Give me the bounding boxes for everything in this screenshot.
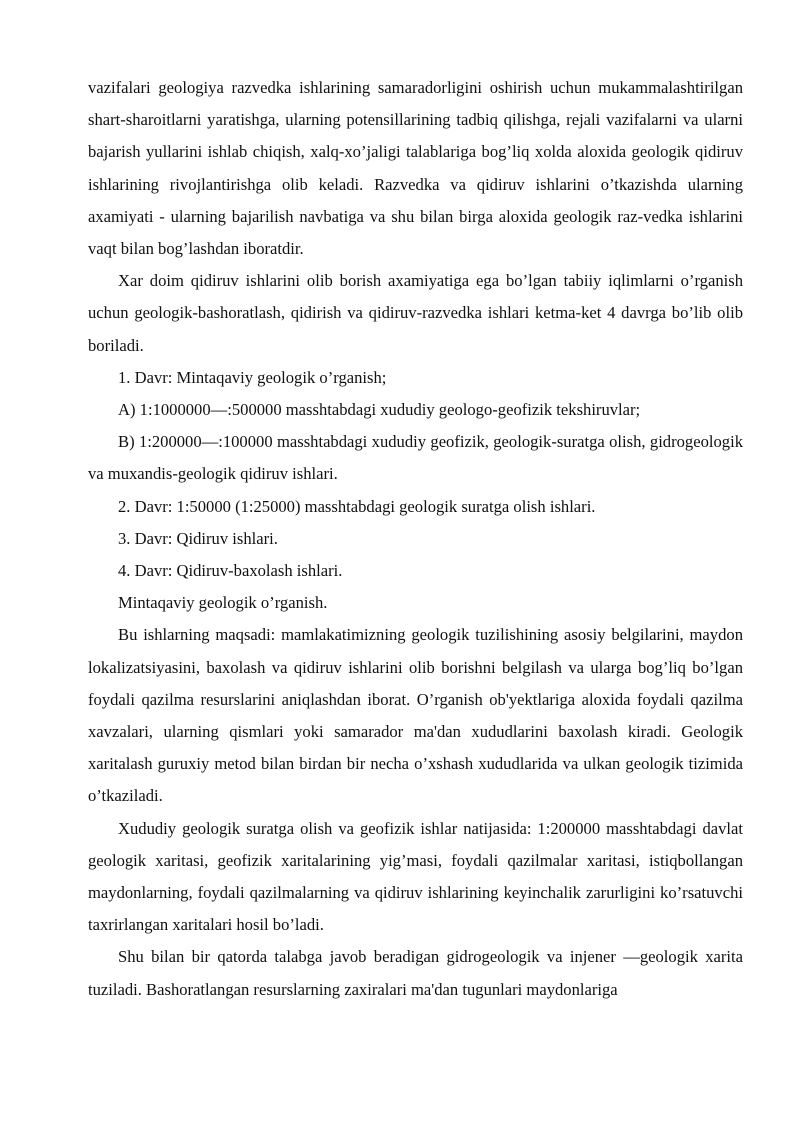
paragraph-purpose: Bu ishlarning maqsadi: mamlakatimizning geologik tuzilishining asosiy belgilarini, maydon lokalizatsiyasini, baxolash va qidiruv ishlarini olib borishni belgilash va ularga bog’liq bo’lgan foydali qazilma resurslarini aniqlashdan iborat. O’rganish ob'yektlariga aloxida foydali qazilma xavzalari, ularning qismlari yoki samarador ma'dan xududlarini baxolash kiradi. Geologik xaritalash guruxiy metod bilan birdan bir necha o’xshash xududlarida va ulkan geologik tizimida o’tkaziladi. [88,625,743,806]
paragraph-results: Xududiy geologik suratga olish va geofizik ishlar natijasida: 1:200000 masshtabdagi davlat geologik xaritasi, geofizik xaritalarining yig’masi, foydali qazilmalar xaritasi, istiqbollangan maydonlarning, foydali qazilmalarning va qidiruv ishlarining keyinchalik zarurligini ko’rsatuvchi taxrirlangan xaritalari hosil bo’ladi. [88,818,743,935]
list-item-period-4: 4. Davr: Qidiruv-baxolash ishlari. [118,561,343,581]
paragraph-intro-continued: vazifalari geologiya razvedka ishlarining samaradorligini oshirish uchun mukammalashtirilgan shart-sharoitlarni yaratishga, ularning potensillarining tadbiq qilishga, rejali vazifalarni va ularni bajarish yullarini ishlab chiqish, xalq-xo’jaligi talablariga bog’liq xolda aloxida geologik qidiruv ishlarining rivojlantirishga olib keladi. Razvedka va qidiruv ishlarini o’tkazishda ularning axamiyati - ularning bajarilish navbatiga va shu bilan birga aloxida geologik raz-vedka ishlarini vaqt bilan bog’lashdan iboratdir. [88,78,743,259]
paragraph-exploration-periods: Xar doim qidiruv ishlarini olib borish axamiyatiga ega bo’lgan tabiiy iqlimlarni o’rganish uchun geologik-bashoratlash, qidirish va qidiruv-razvedka ishlari ketma-ket 4 davrga bo’lib olib boriladi. [88,271,743,355]
document-page [88,72,743,1006]
list-item-period-1a: A) 1:1000000—:500000 masshtabdagi xududiy geologo-geofizik tekshiruvlar; [118,400,641,420]
list-item-period-1b: B) 1:200000—:100000 masshtabdagi xududiy geofizik, geologik-suratga olish, gidrogeologik va muxandis-geologik qidiruv ishlari. [88,432,743,484]
list-item-period-2: 2. Davr: 1:50000 (1:25000) masshtabdagi geologik suratga olish ishlari. [118,496,596,516]
list-item-period-3: 3. Davr: Qidiruv ishlari. [118,528,278,548]
list-item-period-1: 1. Davr: Mintaqaviy geologik o’rganish; [118,367,387,387]
paragraph-hydrogeology: Shu bilan bir qatorda talabga javob beradigan gidrogeologik va injener —geologik xarita tuziladi. Bashoratlangan resurslarning zaxiralari ma'dan tugunlari maydonlariga [88,947,743,999]
section-heading-regional-study: Mintaqaviy geologik o’rganish. [118,593,328,613]
